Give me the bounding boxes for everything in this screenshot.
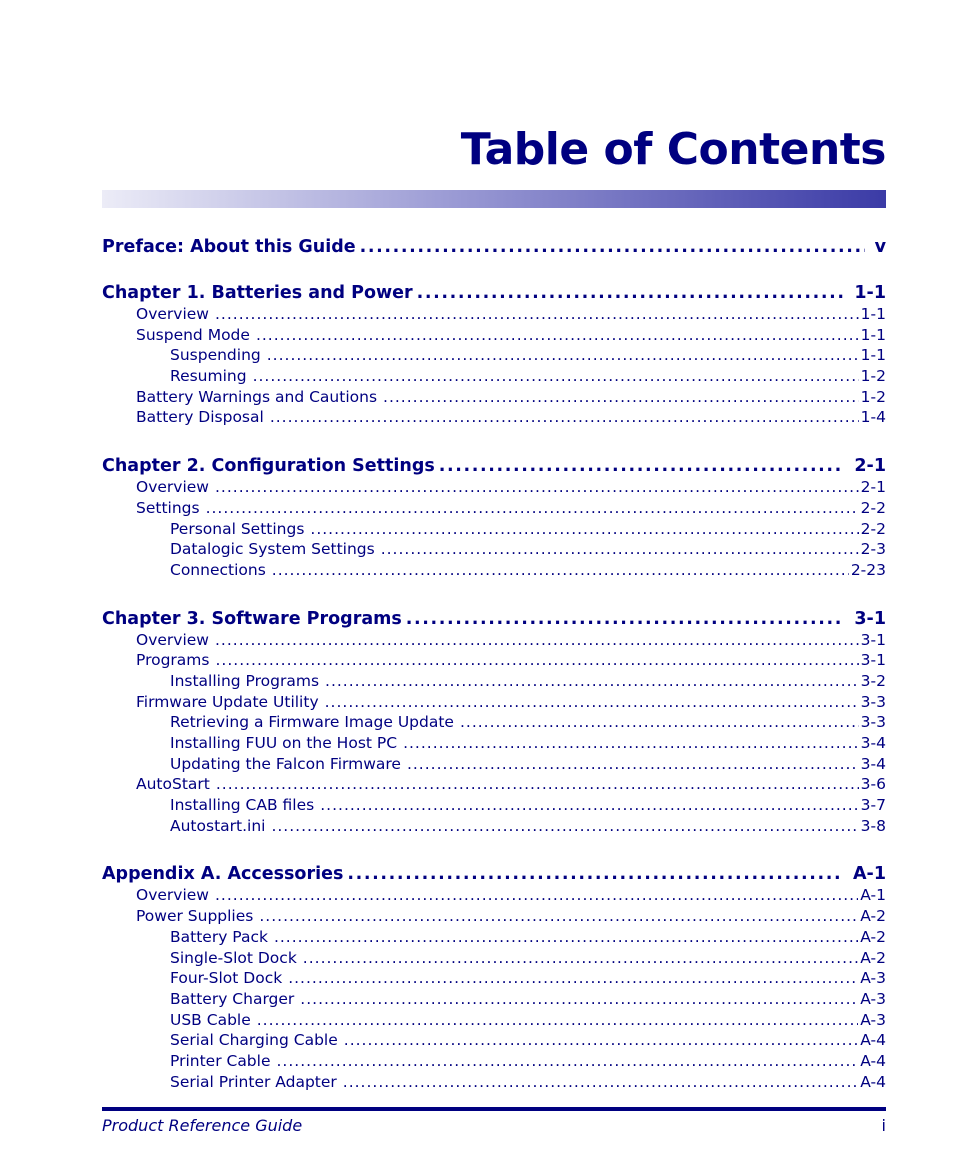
dot-leader [259,906,858,927]
dot-leader [303,948,858,969]
table-of-contents [102,236,886,1092]
toc-page-number: 1-2 [860,387,886,406]
dot-leader [253,366,859,387]
section-spacer [102,428,886,455]
title-gradient-bar [102,190,886,208]
toc-section [102,282,886,428]
dot-leader [417,282,845,304]
toc-entry-label: Chapter 1. Batteries and Power [102,283,413,303]
dot-leader [343,1072,859,1093]
dot-leader [439,455,845,477]
dot-leader [257,1010,859,1031]
toc-page-number: A-4 [860,1051,886,1070]
toc-page-number: A-3 [860,1010,886,1029]
toc-subsection-entry[interactable] [102,345,886,366]
dot-leader [256,325,859,346]
dot-leader [347,863,843,885]
toc-entry-label: Autostart.ini [170,816,266,835]
toc-subsection-entry[interactable] [102,560,886,581]
toc-section [102,608,886,837]
toc-section-entry[interactable] [102,498,886,519]
dot-leader [274,927,858,948]
dot-leader [407,754,859,775]
toc-entry-label: Battery Charger [170,989,295,1008]
toc-entry-label: Settings [136,498,200,517]
toc-chapter-heading[interactable] [102,282,886,304]
dot-leader [381,539,859,560]
toc-subsection-entry[interactable] [102,968,886,989]
dot-leader [272,560,849,581]
toc-chapter-heading[interactable] [102,863,886,885]
footer-guide-title: Product Reference Guide [102,1116,303,1135]
toc-subsection-entry[interactable] [102,519,886,540]
toc-entry-label: Preface: About this Guide [102,237,356,257]
toc-chapter-heading[interactable] [102,455,886,477]
toc-page-number: 2-1 [854,456,886,477]
toc-page-number: 3-3 [860,692,886,711]
dot-leader [310,519,858,540]
toc-page-number: 3-2 [860,671,886,690]
dot-leader [215,477,859,498]
toc-entry-label: Overview [136,630,209,649]
toc-entry-label: Overview [136,478,209,497]
section-spacer [102,258,886,282]
dot-leader [460,712,859,733]
toc-entry-label: Overview [136,886,209,905]
toc-entry-label: Installing CAB files [170,796,315,815]
toc-entry-label: Chapter 3. Software Programs [102,608,402,629]
dot-leader [360,236,865,258]
toc-page-number: 2-23 [850,560,886,579]
dot-leader [300,989,858,1010]
toc-page-number: 1-1 [854,283,886,303]
toc-page-number: A-2 [860,907,886,926]
page-title: Table of Contents [460,124,886,175]
toc-page-number: 3-1 [854,608,886,629]
toc-page-number: A-2 [860,948,886,967]
toc-page-number: 3-8 [860,816,886,835]
toc-subsection-entry[interactable] [102,1051,886,1072]
toc-page-number: 3-4 [860,754,886,773]
toc-page-number: A-4 [860,1072,886,1091]
toc-entry-label: AutoStart [136,775,210,794]
dot-leader [215,650,858,671]
toc-entry-label: Single-Slot Dock [170,948,297,967]
toc-entry-label: Firmware Update Utility [136,692,319,711]
toc-entry-label: Power Supplies [136,907,254,926]
toc-entry-label: Installing FUU on the Host PC [170,734,398,752]
dot-leader [344,1030,859,1051]
toc-subsection-entry[interactable] [102,712,886,733]
toc-subsection-entry[interactable] [102,989,886,1010]
toc-page-number: 3-7 [860,796,886,815]
toc-subsection-entry[interactable] [102,1030,886,1051]
toc-page-number: 2-2 [860,498,886,517]
toc-subsection-entry[interactable] [102,795,886,816]
toc-section-entry[interactable] [102,477,886,498]
toc-entry-label: Battery Disposal [136,408,264,427]
toc-subsection-entry[interactable] [102,671,886,692]
dot-leader [277,1051,859,1072]
toc-page-number: v [874,237,886,257]
toc-subsection-entry[interactable] [102,1010,886,1031]
dot-leader [215,304,859,325]
toc-page-number: 1-1 [860,346,886,365]
toc-entry-label: Four-Slot Dock [170,969,283,988]
toc-section [102,455,886,580]
dot-leader [206,498,859,519]
toc-page-number: 1-1 [860,305,886,323]
toc-subsection-entry[interactable] [102,366,886,387]
dot-leader [215,885,858,906]
toc-page-number: A-3 [860,969,886,988]
toc-entry-label: Connections [170,560,266,579]
toc-entry-label: Installing Programs [170,671,320,690]
dot-leader [288,968,858,989]
dot-leader [406,608,845,630]
toc-page-number: 3-6 [860,775,886,794]
toc-page-number: A-3 [860,989,886,1008]
toc-entry-label: Updating the Falcon Firmware [170,754,401,773]
toc-page-number: 1-2 [860,367,886,386]
dot-leader [271,816,858,837]
toc-subsection-entry[interactable] [102,927,886,948]
dot-leader [216,774,859,795]
dot-leader [325,692,859,713]
toc-chapters [102,258,886,1092]
toc-section-entry[interactable] [102,630,886,651]
toc-entry-label: Personal Settings [170,519,305,538]
toc-entry-label: Datalogic System Settings [170,540,375,559]
toc-page-number: A-2 [860,927,886,946]
dot-leader [320,795,858,816]
section-spacer [102,836,886,863]
footer-rule [102,1107,886,1111]
dot-leader [403,733,859,754]
toc-section-entry[interactable] [102,325,886,346]
dot-leader [383,387,859,408]
toc-page-number: 3-1 [860,651,886,670]
toc-section-entry[interactable] [102,774,886,795]
toc-page-number: 2-2 [860,519,886,538]
dot-leader [325,671,859,692]
toc-entry-label: Overview [136,305,209,323]
toc-page-number: 1-1 [860,325,886,344]
toc-subsection-entry[interactable] [102,1072,886,1093]
toc-entry-label: Chapter 2. Configuration Settings [102,456,435,477]
toc-entry-label: Serial Printer Adapter [170,1072,337,1091]
toc-entry-label: USB Cable [170,1010,251,1029]
toc-section-entry[interactable] [102,906,886,927]
toc-section-entry[interactable] [102,387,886,408]
dot-leader [270,407,859,428]
toc-entry-label: Printer Cable [170,1051,271,1070]
toc-section [102,863,886,1092]
toc-section-entry[interactable] [102,407,886,428]
toc-entry-preface[interactable] [102,236,886,258]
toc-entry-label: Appendix A. Accessories [102,864,344,885]
toc-subsection-entry[interactable] [102,816,886,837]
toc-entry-label: Battery Pack [170,927,268,946]
toc-section-entry[interactable] [102,650,886,671]
toc-section-entry[interactable] [102,885,886,906]
toc-entry-label: Suspend Mode [136,325,250,344]
toc-entry-label: Battery Warnings and Cautions [136,387,378,406]
toc-section-entry[interactable] [102,692,886,713]
toc-page-number: A-1 [853,864,886,885]
toc-page-number: A-1 [860,886,886,905]
toc-page-number: A-4 [860,1031,886,1050]
toc-entry-label: Retrieving a Firmware Image Update [170,713,454,732]
toc-entry-label: Suspending [170,346,261,365]
dot-leader [215,630,859,651]
toc-entry-label: Serial Charging Cable [170,1031,338,1050]
toc-subsection-entry[interactable] [102,948,886,969]
toc-subsection-entry[interactable] [102,733,886,754]
section-spacer [102,581,886,608]
toc-page-number: 2-1 [860,478,886,497]
toc-page-number: 3-1 [860,630,886,649]
footer-page-number: i [881,1116,886,1135]
toc-chapter-heading[interactable] [102,608,886,630]
toc-entry-label: Resuming [170,367,247,386]
toc-page-number: 2-3 [860,540,886,559]
toc-page-number: 3-3 [860,713,886,732]
toc-page-number: 3-4 [860,734,886,752]
toc-subsection-entry[interactable] [102,754,886,775]
toc-entry-label: Programs [136,651,210,670]
toc-subsection-entry[interactable] [102,539,886,560]
toc-section-entry[interactable] [102,304,886,325]
dot-leader [267,345,859,366]
toc-page-number: 1-4 [860,408,886,427]
